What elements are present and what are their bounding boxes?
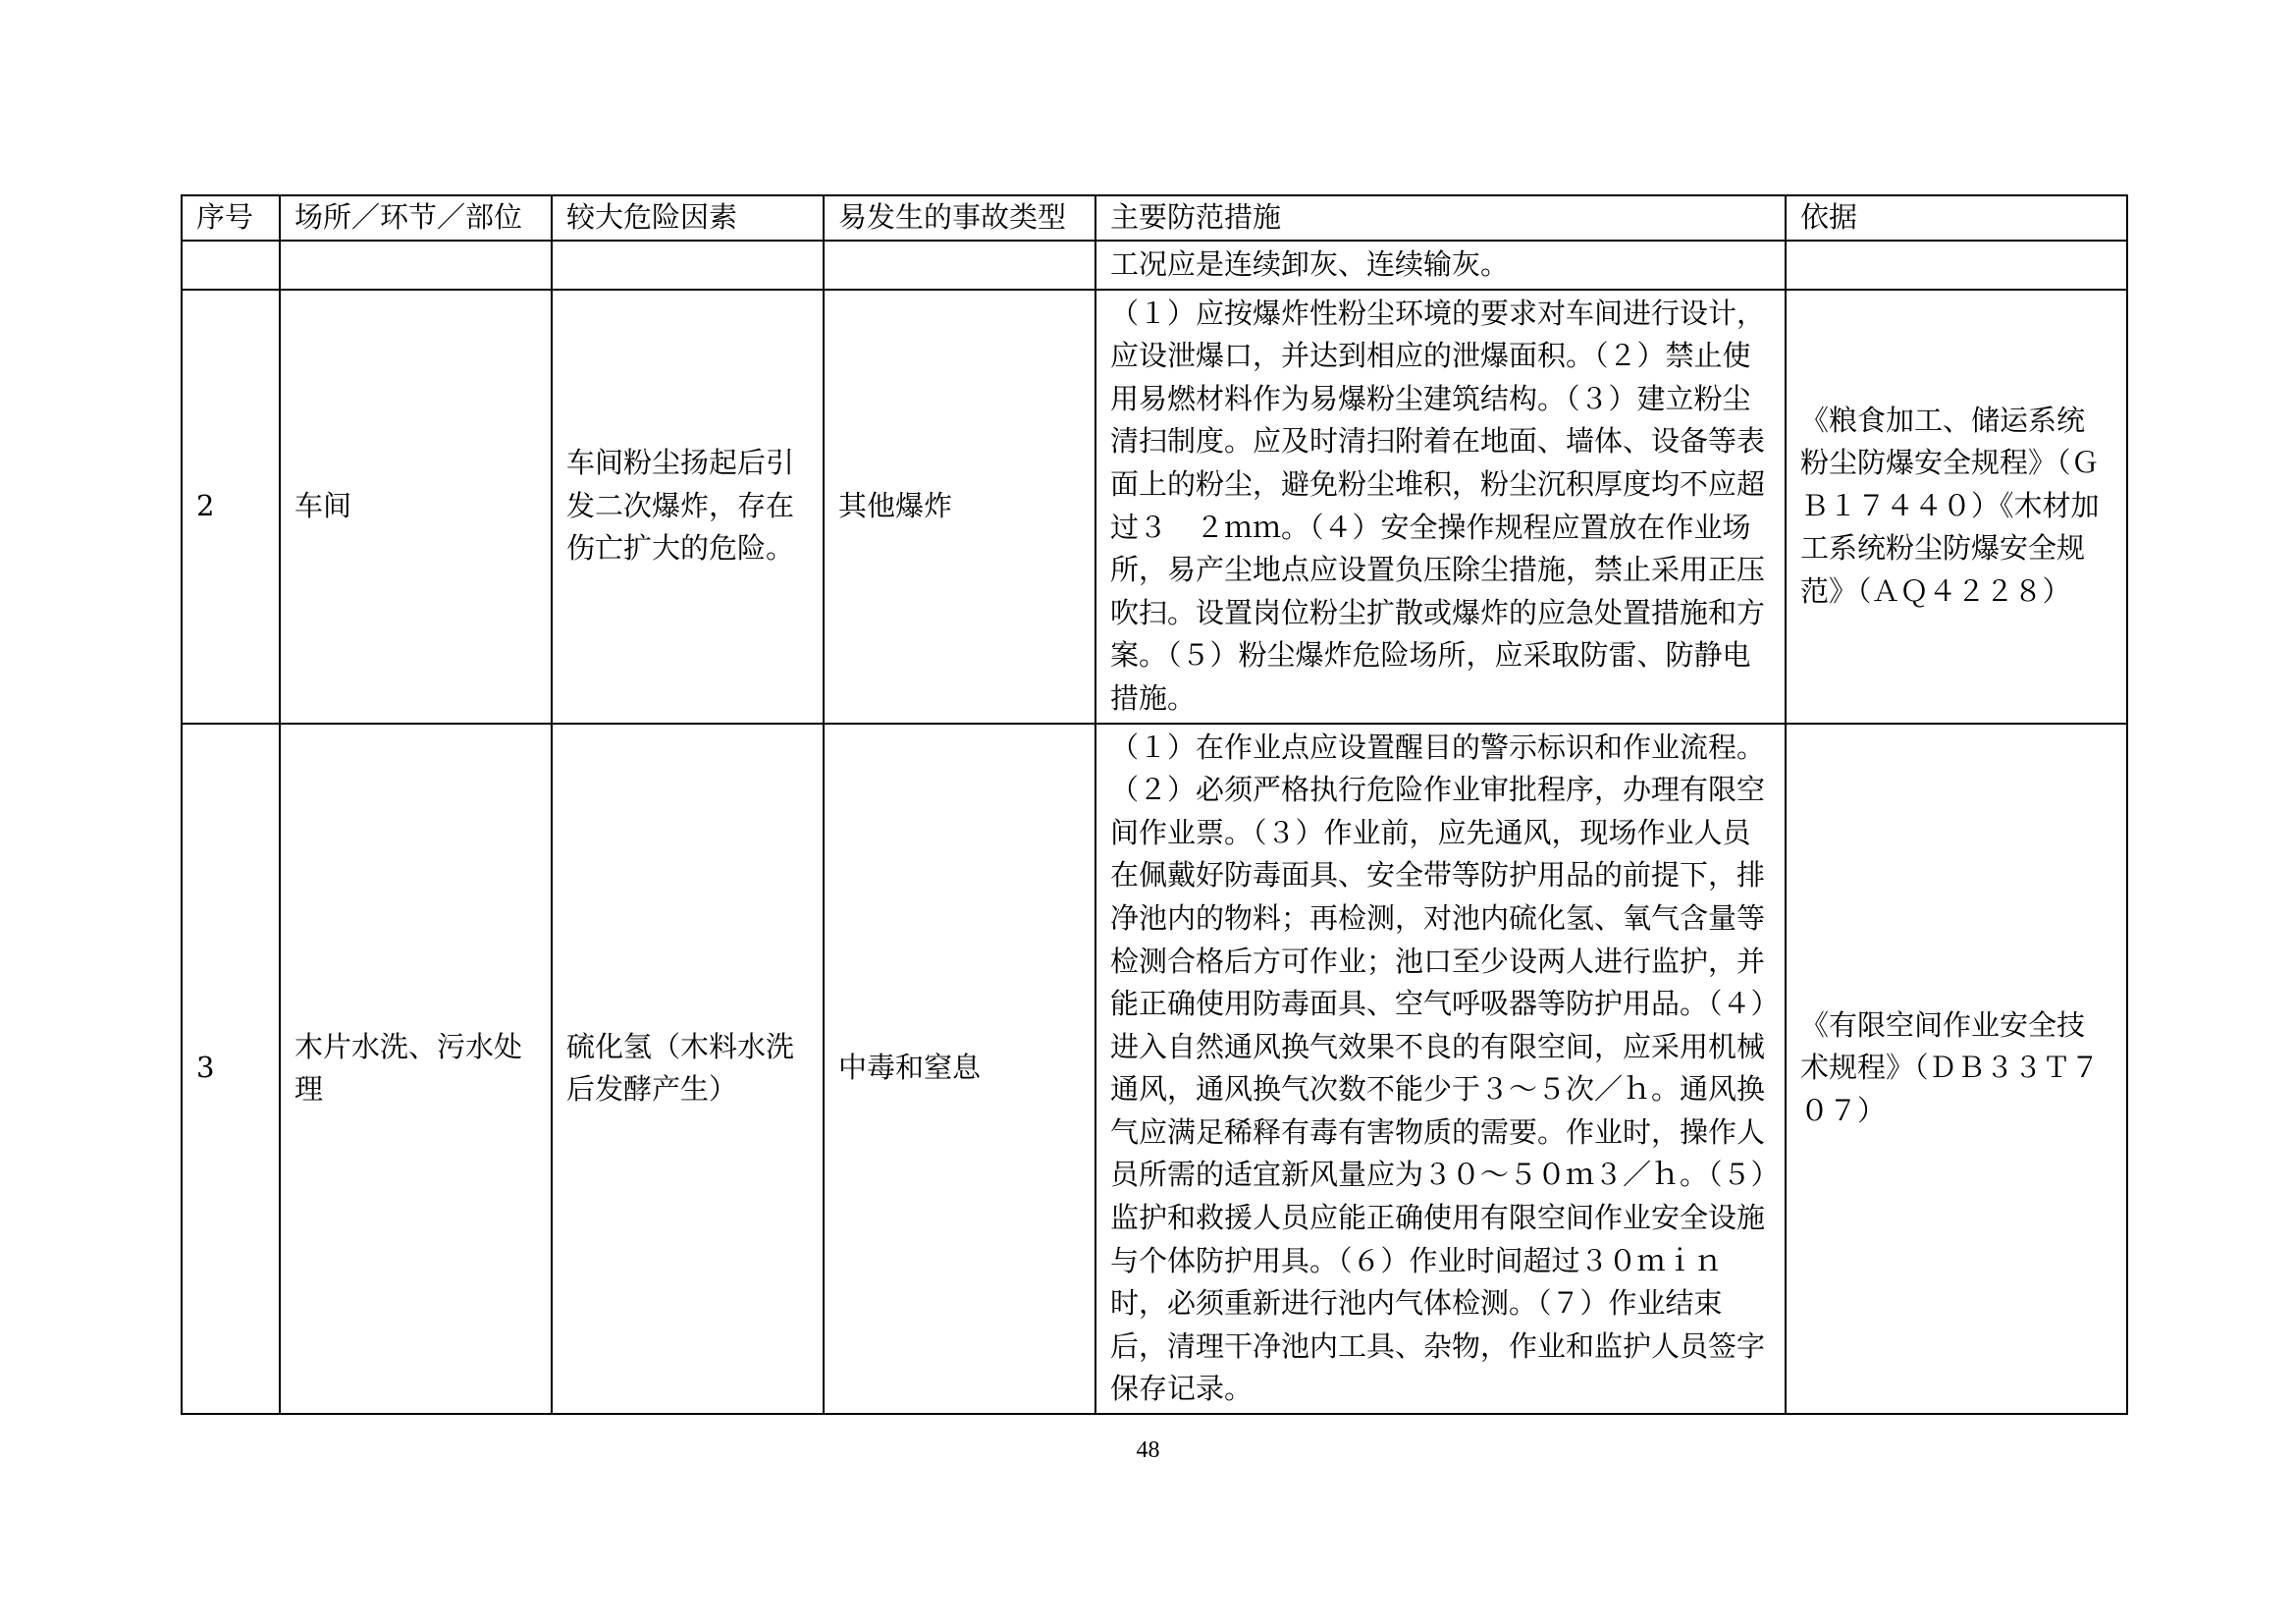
cell-accident: 中毒和窒息 bbox=[824, 724, 1095, 1415]
table-row bbox=[182, 724, 2127, 1415]
cell-accident bbox=[824, 241, 1095, 290]
header-place: 场所／环节／部位 bbox=[280, 195, 552, 241]
cell-place: 车间 bbox=[280, 290, 552, 724]
header-hazard: 较大危险因素 bbox=[552, 195, 824, 241]
cell-no: 3 bbox=[182, 724, 280, 1415]
cell-hazard: 车间粉尘扬起后引发二次爆炸，存在伤亡扩大的危险。 bbox=[552, 290, 824, 724]
cell-basis: 《粮食加工、储运系统粉尘防爆安全规程》（ＧＢ１７４４０）《木材加工系统粉尘防爆安全规范》（ＡＱ４２２８） bbox=[1786, 290, 2127, 724]
cell-no: 2 bbox=[182, 290, 280, 724]
table-row bbox=[182, 290, 2127, 724]
header-accident-type: 易发生的事故类型 bbox=[824, 195, 1095, 241]
page-number: 48 bbox=[1136, 1437, 1160, 1463]
cell-basis: 《有限空间作业安全技术规程》（ＤＢ３３Ｔ７０７） bbox=[1786, 724, 2127, 1415]
cell-hazard bbox=[552, 241, 824, 290]
cell-no bbox=[182, 241, 280, 290]
cell-hazard: 硫化氢（木料水洗后发酵产生） bbox=[552, 724, 824, 1415]
cell-accident: 其他爆炸 bbox=[824, 290, 1095, 724]
table-header-row bbox=[182, 195, 2127, 241]
header-serial-no: 序号 bbox=[182, 195, 280, 241]
hazard-table bbox=[181, 194, 2128, 1415]
header-measures: 主要防范措施 bbox=[1095, 195, 1786, 241]
cell-place: 木片水洗、污水处理 bbox=[280, 724, 552, 1415]
cell-measures: （１）在作业点应设置醒目的警示标识和作业流程。（２）必须严格执行危险作业审批程序，办理有限空间作业票。（３）作业前，应先通风，现场作业人员在佩戴好防毒面具、安全带等防护用品的前提下，排净池内的物料；再检测，对池内硫化氢、氧气含量等检测合格后方可作业；池口至少设两人进行监护，并能正确使用防毒面具、空气呼吸器等防护用品。（４）进入自然通风换气效果不良的有限空间，应采用机械通风，通风换气次数不能少于３～５次／ｈ。通风换气应满足稀释有毒有害物质的需要。作业时，操作人员所需的适宜新风量应为３０～５０ｍ３／ｈ。（５）监护和救援人员应能正确使用有限空间作业安全设施与个体防护用具。（６）作业时间超过３０ｍｉｎ时，必须重新进行池内气体检测。（７）作业结束后，清理干净池内工具、杂物，作业和监护人员签字保存记录。 bbox=[1095, 724, 1786, 1415]
cell-place bbox=[280, 241, 552, 290]
header-basis: 依据 bbox=[1786, 195, 2127, 241]
cell-measures: （１）应按爆炸性粉尘环境的要求对车间进行设计，应设泄爆口，并达到相应的泄爆面积。（２）禁止使用易燃材料作为易爆粉尘建筑结构。（３）建立粉尘清扫制度。应及时清扫附着在地面、墙体、设备等表面上的粉尘，避免粉尘堆积，粉尘沉积厚度均不应超过３ ２ｍｍ。（４）安全操作规程应置放在作业场所，易产尘地点应设置负压除尘措施，禁止采用正压吹扫。设置岗位粉尘扩散或爆炸的应急处置措施和方案。（５）粉尘爆炸危险场所，应采取防雷、防静电措施。 bbox=[1095, 290, 1786, 724]
cell-measures: 工况应是连续卸灰、连续输灰。 bbox=[1095, 241, 1786, 290]
table-row-continuation bbox=[182, 241, 2127, 290]
cell-basis bbox=[1786, 241, 2127, 290]
